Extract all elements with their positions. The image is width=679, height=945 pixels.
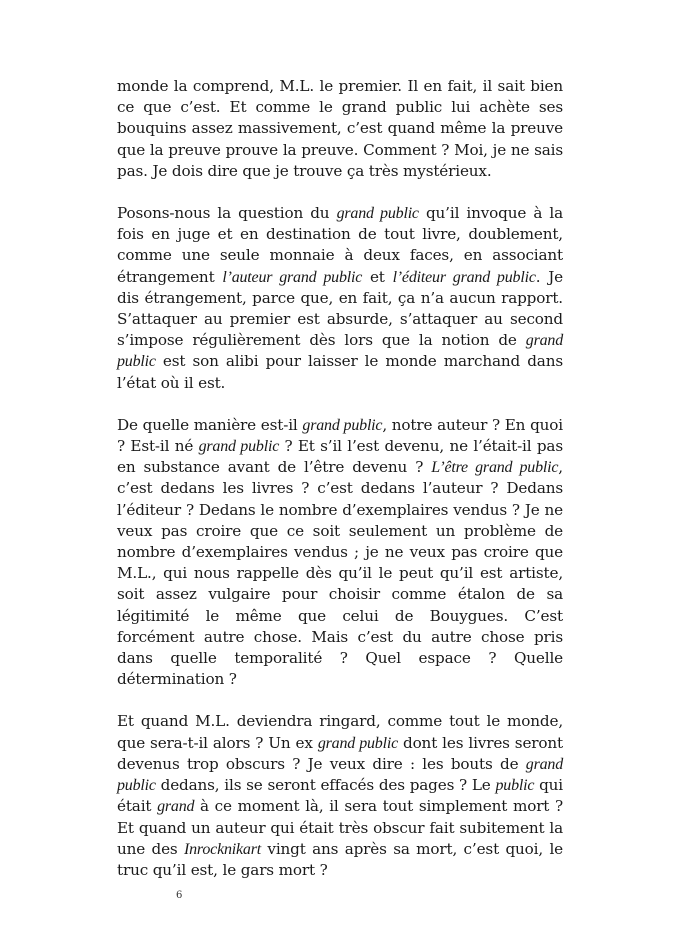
text-run: dedans, ils se seront effacés des pages ? Le: [155, 776, 496, 795]
page-number: 6: [176, 890, 183, 901]
italic-phrase: grand: [157, 798, 195, 816]
italic-phrase: Inrocknikart: [184, 840, 261, 858]
text-run: ? Et s’il l’est devenu, ne l’était-il pas en substance avant de l’être devenu ?: [117, 437, 563, 477]
text-run: monde la comprend, M.L. le premier. Il en fait, il sait bien ce que c’est. Et comme le grand public lui achète ses bouquins assez massivement, c’est quand même la preuve que la preuve prouve la preuve. Comment ? Moi, je ne sais pas. Je dois dire que je trouve ça très mystérieux.: [117, 77, 563, 180]
italic-phrase: grand public: [336, 205, 419, 223]
text-run: qu’il invoque à la fois en juge et en destination de tout livre, doublement, comme une seule monnaie à deux faces, en associant étrangement: [117, 204, 563, 286]
text-run: qui était: [117, 776, 564, 816]
text-run: , notre auteur ? En quoi ? Est-il né: [117, 415, 563, 456]
paragraph: [117, 76, 563, 182]
text-run: dont les livres seront devenus trop obscurs ? Je veux dire : les bouts de: [117, 733, 563, 773]
text-run: Posons-nous la question du: [117, 204, 337, 223]
italic-phrase: l’éditeur grand public: [392, 268, 536, 286]
text-run: et: [362, 267, 393, 286]
text-run: . Je dis étrangement, parce que, en fait, ça n’a aucun rapport. S’attaquer au premier est absurde, s’attaquer au second s’impose régulièrement dès lors que la notion de: [117, 267, 563, 350]
text-run: Et quand M.L. deviendra ringard, comme tout le monde, que sera-t-il alors ? Un ex: [117, 712, 563, 752]
italic-phrase: grand public: [198, 438, 280, 456]
italic-phrase: grand public: [117, 332, 563, 371]
paragraph: [117, 415, 563, 691]
italic-phrase: grand public: [117, 755, 563, 795]
italic-phrase: l’auteur grand public: [222, 268, 363, 286]
text-run: De quelle manière est-il: [117, 415, 303, 434]
paragraph: [117, 711, 563, 881]
text-run: , c’est dedans les livres ? c’est dedans l’auteur ? Dedans l’éditeur ? Dedans le nombre d’exemplaires vendus ? Je ne veux pas croire que ce soit seulement un problème de nombre d’exemplaires vendus ; je ne veux pas croire que M.L., qui nous rappelle dès qu’il le peut qu’il est artiste, soit assez vulgaire pour choisir comme étalon de sa légitimité le même que celui de Bouygues. C’est forcément autre chose. Mais c’est du autre chose pris dans quelle temporalité ? Quel espace ? Quelle détermination ?: [117, 458, 563, 689]
italic-phrase: grand public: [302, 416, 383, 434]
text-run: à ce moment là, il sera tout simplement mort ? Et quand un auteur qui était très obscur fait subitement la une des: [117, 797, 563, 858]
text-run: vingt ans après sa mort, c’est quoi, le truc qu’il est, le gars mort ?: [117, 839, 563, 879]
italic-phrase: public: [495, 777, 535, 795]
page-body: [117, 76, 563, 902]
text-run: est son alibi pour laisser le monde marchand dans l’état où il est.: [117, 352, 563, 392]
italic-phrase: L’être grand public: [431, 459, 559, 477]
italic-phrase: grand public: [317, 734, 398, 752]
paragraph: [117, 203, 563, 394]
